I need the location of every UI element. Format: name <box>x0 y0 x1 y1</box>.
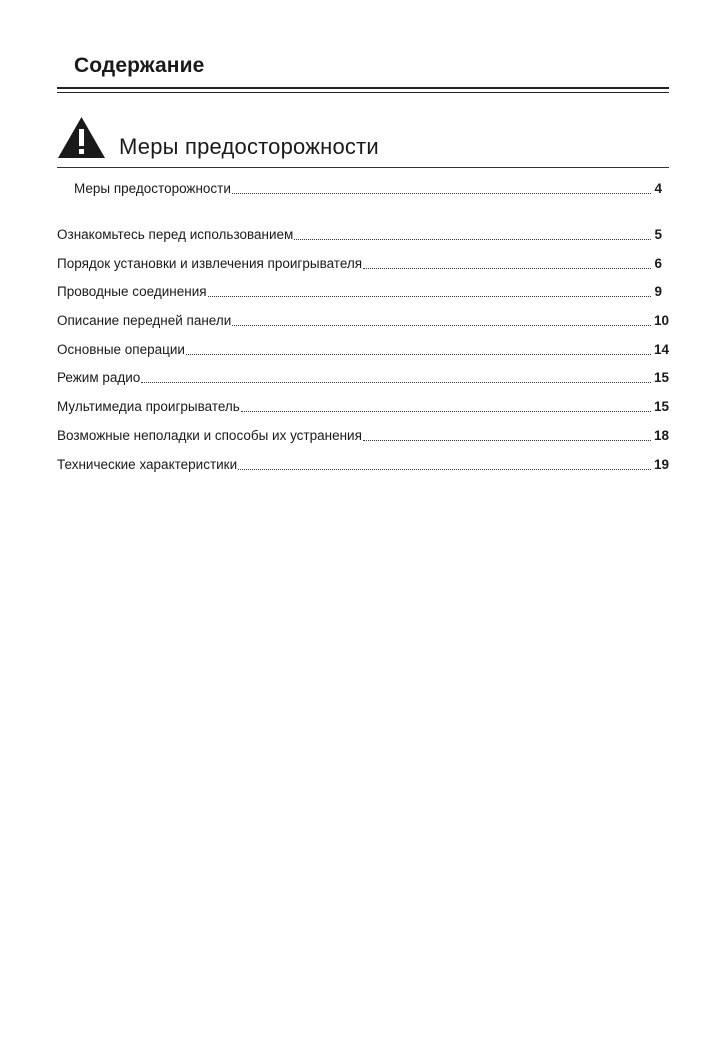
toc-entry-label: Описание передней панели <box>57 313 232 328</box>
toc-entry-page: 19 <box>653 457 669 472</box>
toc-entry-page: 4 <box>654 181 662 196</box>
title-divider <box>57 87 669 93</box>
safety-section-header <box>57 116 669 166</box>
toc-entry-page: 15 <box>653 370 669 385</box>
warning-triangle-icon <box>57 116 106 159</box>
toc-entry-label: Основные операции <box>57 342 185 357</box>
toc-entry-label: Проводные соединения <box>57 284 207 299</box>
toc-entry[interactable] <box>57 398 669 416</box>
toc-entry-label: Меры предосторожности <box>74 181 231 196</box>
toc-entry-page: 10 <box>653 313 669 328</box>
dot-leader <box>294 239 651 240</box>
safety-section-title: Меры предосторожности <box>119 134 379 159</box>
toc-entry-page: 6 <box>654 256 662 271</box>
toc-entry[interactable] <box>57 283 662 301</box>
dot-leader <box>141 382 651 383</box>
toc-entry[interactable] <box>57 341 669 359</box>
dot-leader <box>241 411 651 412</box>
toc-entry-page: 5 <box>654 227 662 242</box>
dot-leader <box>186 354 651 355</box>
toc-entry[interactable] <box>57 427 669 445</box>
toc-entry[interactable] <box>57 369 669 387</box>
toc-entry-label: Возможные неполадки и способы их устранения <box>57 428 362 443</box>
toc-entry-page: 15 <box>653 399 669 414</box>
section-divider <box>57 167 669 168</box>
toc-entry-label: Технические характеристики <box>57 457 238 472</box>
toc-entry[interactable] <box>57 255 662 273</box>
toc-entry-safety[interactable] <box>74 180 662 198</box>
toc-entry[interactable] <box>57 226 662 244</box>
dot-leader <box>232 325 651 326</box>
toc-entry-page: 14 <box>653 342 669 357</box>
dot-leader <box>208 296 652 297</box>
toc-entry-page: 18 <box>653 428 669 443</box>
toc-entry[interactable] <box>57 312 669 330</box>
page-title: Содержание <box>74 54 205 77</box>
toc-entry-label: Мультимедиа проигрыватель <box>57 399 240 414</box>
toc-entry[interactable] <box>57 456 669 474</box>
toc-entry-label: Ознакомьтесь перед использованием <box>57 227 294 242</box>
toc-entry-label: Режим радио <box>57 370 141 385</box>
toc-entry-label: Порядок установки и извлечения проигрывателя <box>57 256 363 271</box>
toc-entry-page: 9 <box>654 284 662 299</box>
dot-leader <box>238 469 651 470</box>
dot-leader <box>232 193 652 194</box>
dot-leader <box>363 440 651 441</box>
dot-leader <box>363 268 651 269</box>
